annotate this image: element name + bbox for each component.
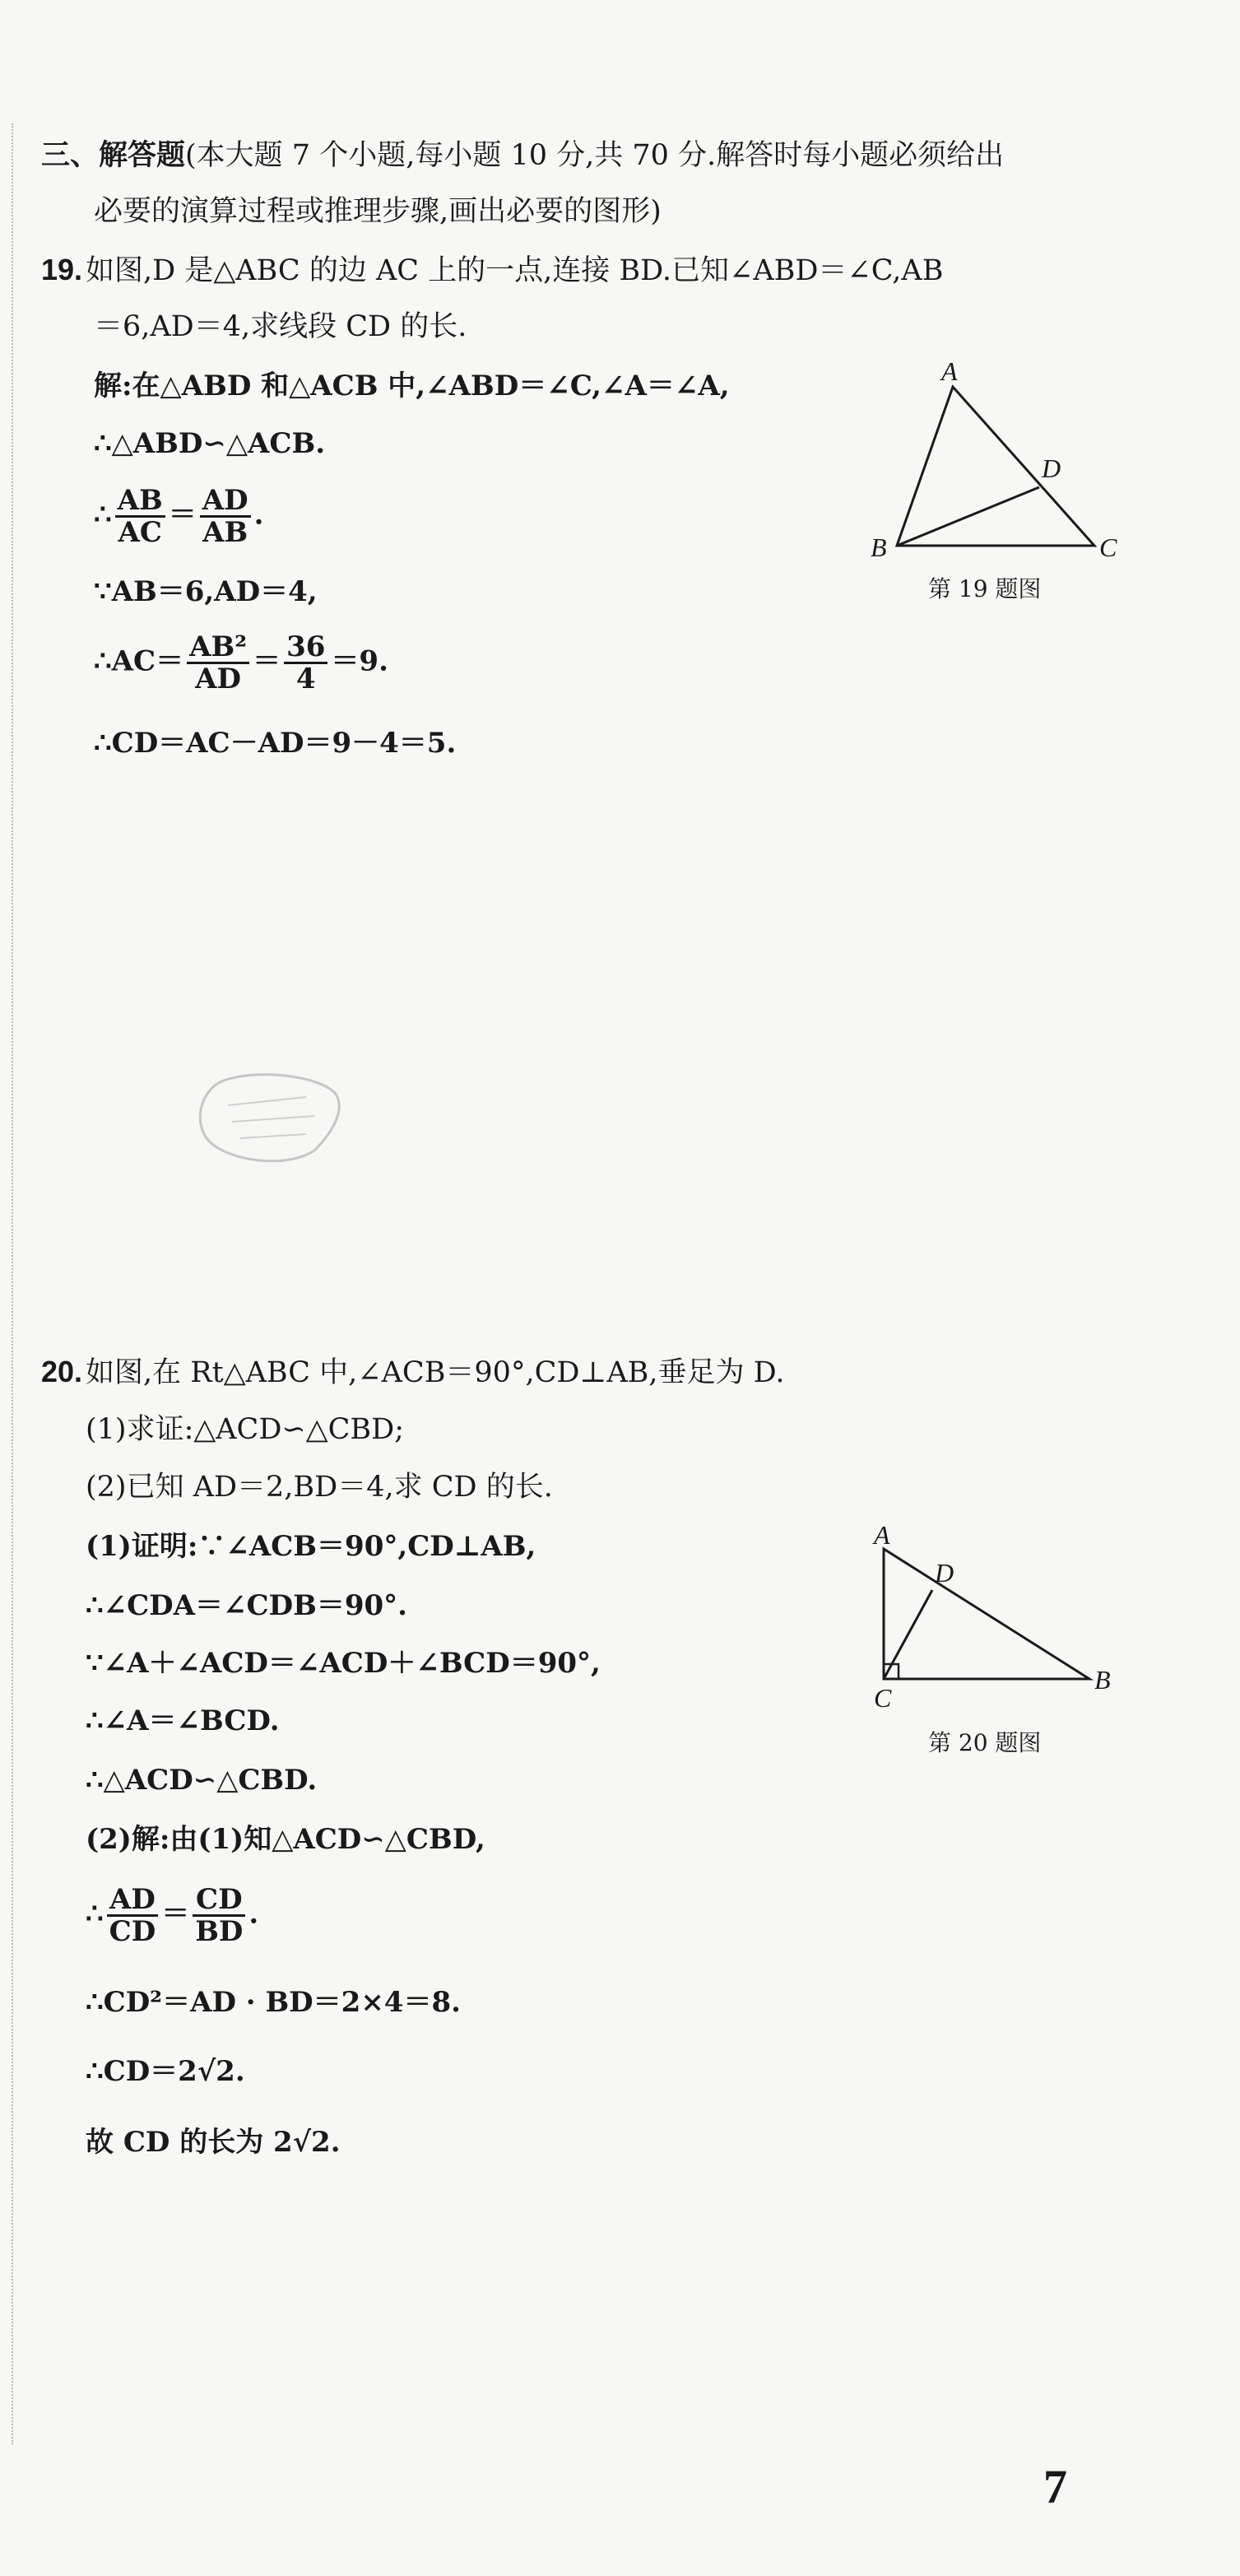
ac-equals: ∴AC＝ [94,644,184,678]
segment-bd [897,487,1039,546]
q20-solution-line5: ∴△ACD∽△CBD. [86,1764,318,1797]
triangle-abc [897,387,1094,546]
q19-text-line2: ＝6,AD＝4,求线段 CD 的长. [94,310,467,343]
decorative-stamp-icon [191,1068,347,1167]
period: . [248,1897,259,1931]
section-heading-title: 三、解答题 [41,139,186,172]
section-heading-instructions: (本大题 7 个小题,每小题 10 分,共 70 分.解答时每小题必须给出 [185,139,1005,172]
q19-solution-line1: 解:在△ABD 和△ACB 中,∠ABD＝∠C,∠A＝∠A, [94,370,730,402]
denominator: AD [195,663,242,695]
q20-solution-line9: ∴CD＝2√2. [86,2055,245,2088]
q20-solution-line3: ∵∠A＋∠ACD＝∠ACD＋∠BCD＝90°, [86,1647,601,1680]
label-d: D [935,1558,954,1588]
fraction-ad-over-cd [107,1885,159,1946]
q20-number: 20. [41,1355,83,1388]
q20-solution-line8: ∴CD²＝AD · BD＝2×4＝8. [86,1986,461,2019]
fraction-ad-over-ab [200,486,251,547]
page-number: 7 [1043,2460,1067,2513]
equals-sign: ＝ [168,498,197,532]
q19-solution-line2: ∴△ABD∽△ACB. [94,427,326,460]
binding-margin-line [12,123,13,2444]
fraction-ab-over-ac [115,486,165,547]
q19-solution-line3 [94,486,263,547]
result: ＝9. [331,644,388,678]
q20-solution-line10: 故 CD 的长为 2√2. [86,2126,341,2159]
label-b: B [1094,1665,1111,1695]
q20-text-line3: (2)已知 AD＝2,BD＝4,求 CD 的长. [86,1471,553,1504]
q19-number: 19. [41,253,83,286]
equals-sign: ＝ [161,1897,190,1931]
q20-figure-caption: 第 20 题图 [928,1729,1042,1756]
denominator: 4 [295,663,316,695]
label-b: B [871,532,887,562]
q19-figure-caption: 第 19 题图 [928,575,1042,602]
fraction-36-over-4 [284,632,327,694]
denominator: AB [202,516,248,549]
q20-text-line1: 如图,在 Rt△ABC 中,∠ACB＝90°,CD⊥AB,垂足为 D. [86,1356,785,1389]
q20-solution-line6: (2)解:由(1)知△ACD∽△CBD, [86,1823,485,1856]
label-c: C [1099,532,1117,562]
q19-solution-line5 [94,632,388,694]
numerator: AB [115,486,165,518]
q19-solution-line4: ∵AB＝6,AD＝4, [94,575,318,608]
numerator: 36 [284,632,327,664]
q20-statement [41,1353,785,1392]
numerator: CD [193,1885,245,1917]
therefore-symbol: ∴ [94,498,112,532]
numerator: AD [107,1885,159,1917]
q20-solution-line1: (1)证明:∵∠ACB＝90°,CD⊥AB, [86,1530,536,1563]
q19-solution-line6: ∴CD＝AC－AD＝9－4＝5. [94,727,457,760]
q20-solution-line2: ∴∠CDA＝∠CDB＝90°. [86,1589,407,1622]
denominator: BD [195,1915,244,1948]
q19-statement [41,251,943,290]
numerator: AD [200,486,251,518]
fraction-cd-over-bd [193,1885,245,1946]
triangle-acb [884,1549,1089,1679]
q20-text-line2: (1)求证:△ACD∽△CBD; [86,1413,404,1446]
therefore-symbol: ∴ [86,1897,104,1931]
segment-cd [884,1590,932,1679]
section-heading [41,137,1004,174]
label-a: A [874,1520,890,1550]
fraction-ab-squared-over-ad [187,632,249,694]
label-d: D [1042,453,1061,483]
denominator: AC [118,516,162,549]
label-a: A [941,356,958,386]
q20-right-triangle-figure [856,1514,1136,1712]
q19-triangle-figure [856,354,1136,568]
q20-solution-line4: ∴∠A＝∠BCD. [86,1704,280,1737]
section-heading-line2: 必要的演算过程或推理步骤,画出必要的图形) [94,195,662,228]
denominator: CD [109,1915,156,1948]
label-c: C [874,1683,892,1712]
equals-sign: ＝ [253,644,281,678]
q19-text-line1: 如图,D 是△ABC 的边 AC 上的一点,连接 BD.已知∠ABD＝∠C,AB [86,254,944,287]
q20-solution-line7 [86,1885,258,1946]
numerator: AB² [187,632,249,664]
period: . [253,498,264,532]
